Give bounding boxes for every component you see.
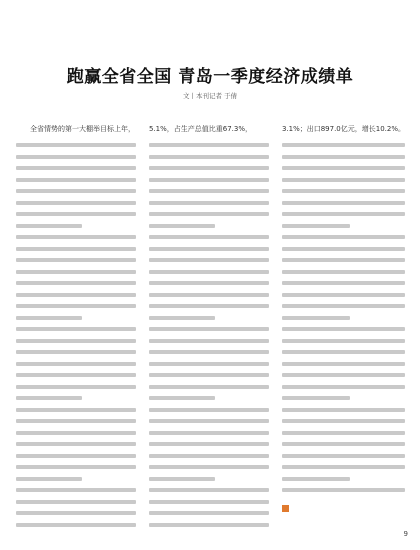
text-line <box>282 477 350 481</box>
text-line <box>16 189 136 193</box>
text-line <box>16 465 136 469</box>
text-line <box>16 396 82 400</box>
text-line <box>282 442 405 446</box>
text-line <box>16 166 136 170</box>
text-line <box>16 373 136 377</box>
text-line <box>282 304 405 308</box>
text-line <box>16 224 82 228</box>
text-line <box>282 247 405 251</box>
column-3-lines <box>282 143 405 492</box>
text-line <box>16 258 136 262</box>
text-line <box>282 270 405 274</box>
text-line <box>149 304 269 308</box>
text-line <box>149 224 215 228</box>
text-line <box>16 419 136 423</box>
text-line <box>282 155 405 159</box>
text-line <box>16 212 136 216</box>
text-line <box>16 350 136 354</box>
text-line <box>149 178 269 182</box>
text-line <box>149 189 269 193</box>
text-line <box>16 408 136 412</box>
column-3-lead: 3.1%；出口897.0亿元，增长10.2%。 <box>281 125 405 133</box>
text-line <box>282 281 405 285</box>
text-line <box>149 500 269 504</box>
text-line <box>282 189 405 193</box>
text-line <box>282 201 405 205</box>
text-line <box>16 143 136 147</box>
text-line <box>16 511 136 515</box>
column-1-lines <box>16 143 136 527</box>
text-line <box>149 327 269 331</box>
text-line <box>16 178 136 182</box>
text-line <box>149 270 269 274</box>
text-line <box>16 201 136 205</box>
text-line <box>16 362 136 366</box>
text-line <box>282 178 405 182</box>
text-line <box>149 212 269 216</box>
text-line <box>149 442 269 446</box>
text-line <box>149 408 269 412</box>
text-line <box>282 166 405 170</box>
text-line <box>16 270 136 274</box>
text-line <box>16 281 136 285</box>
text-line <box>149 465 269 469</box>
text-line <box>282 396 350 400</box>
text-line <box>16 247 136 251</box>
text-line <box>16 327 136 331</box>
text-line <box>149 523 269 527</box>
text-line <box>149 201 269 205</box>
text-line <box>282 339 405 343</box>
article-end-mark <box>282 505 289 512</box>
text-line <box>282 212 405 216</box>
text-line <box>282 419 405 423</box>
text-line <box>149 373 269 377</box>
text-line <box>149 511 269 515</box>
body-column-3 <box>282 124 405 520</box>
text-line <box>149 488 269 492</box>
text-line <box>282 431 405 435</box>
text-line <box>282 488 405 492</box>
text-line <box>16 431 136 435</box>
text-line <box>149 293 269 297</box>
text-line <box>16 523 136 527</box>
text-line <box>282 327 405 331</box>
text-line <box>149 247 269 251</box>
text-line <box>16 454 136 458</box>
text-line <box>149 281 269 285</box>
text-line <box>149 431 269 435</box>
text-line <box>282 362 405 366</box>
column-1-lead: 全省情势的第一大棚举目标上年， <box>30 125 135 133</box>
text-line <box>282 385 405 389</box>
text-line <box>149 166 269 170</box>
text-line <box>149 385 269 389</box>
text-line <box>282 258 405 262</box>
text-line <box>282 235 405 239</box>
text-line <box>149 350 269 354</box>
text-line <box>149 143 269 147</box>
column-2-lines <box>149 143 269 527</box>
text-line <box>282 408 405 412</box>
text-line <box>16 488 136 492</box>
text-line <box>16 442 136 446</box>
article-body <box>16 124 405 520</box>
text-line <box>16 235 136 239</box>
text-line <box>282 465 405 469</box>
text-line <box>16 316 82 320</box>
text-line <box>149 316 215 320</box>
text-line <box>16 477 82 481</box>
text-line <box>149 396 215 400</box>
text-line <box>282 316 350 320</box>
body-column-1 <box>16 124 136 520</box>
text-line <box>149 419 269 423</box>
text-line <box>282 350 405 354</box>
text-line <box>16 500 136 504</box>
text-line <box>16 385 136 389</box>
text-line <box>16 155 136 159</box>
text-line <box>282 454 405 458</box>
text-line <box>149 258 269 262</box>
text-line <box>282 293 405 297</box>
article-headline: 跑赢全省全国 青岛一季度经济成绩单 <box>66 67 354 87</box>
text-line <box>16 293 136 297</box>
body-column-2 <box>149 124 269 520</box>
text-line <box>149 339 269 343</box>
text-line <box>149 477 215 481</box>
text-line <box>16 304 136 308</box>
text-line <box>282 143 405 147</box>
text-line <box>282 224 350 228</box>
text-line <box>282 373 405 377</box>
column-2-lead: 5.1%，占生产总值比重67.3%， <box>148 125 252 133</box>
text-line <box>149 362 269 366</box>
page-number: 9 <box>403 530 408 538</box>
text-line <box>149 235 269 239</box>
text-line <box>149 454 269 458</box>
text-line <box>16 339 136 343</box>
article-byline: 文丨本刊记者 于倩 <box>182 92 238 100</box>
text-line <box>149 155 269 159</box>
